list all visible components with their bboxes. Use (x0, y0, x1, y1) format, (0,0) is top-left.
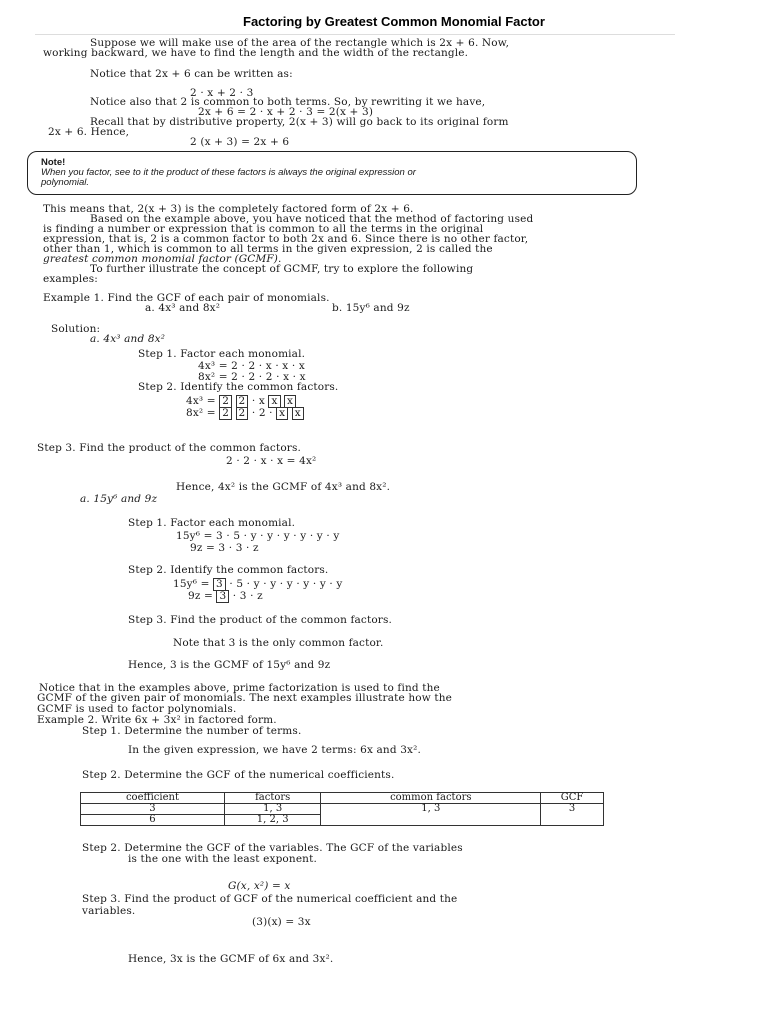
ex1b-cell-1: 3 (213, 578, 226, 591)
table-cell: 3 (541, 804, 604, 826)
transition-line-1: Notice that in the examples above, prime factorization is used to find the (39, 682, 440, 694)
ex2-step2: Step 2. Determine the GCF of the numerical coefficients. (82, 769, 395, 781)
table-cell: 1, 2, 3 (224, 815, 321, 826)
ex2-step2b-line-1: Step 2. Determine the GCF of the variables. The GCF of the variables (82, 842, 463, 854)
ex1-cell-2b: 2 (236, 407, 249, 420)
ex1-factor-1: 4x³ = 2 · 2 · x · x · x (198, 360, 305, 372)
body-line-7: To further illustrate the concept of GCMF, try to explore the following (90, 263, 474, 275)
intro-line-3: Notice that 2x + 6 can be written as: (90, 68, 293, 80)
ex1b-note: Note that 3 is the only common factor. (173, 637, 384, 649)
body-line-2: Based on the example above, you have noticed that the method of factoring used (90, 213, 534, 225)
example1-item-a: a. 4x³ and 8x² (145, 302, 221, 314)
ex1b-row2-tail: · 3 · z (232, 590, 263, 602)
ex1-row2-tail: · 2 · (251, 407, 273, 419)
solution-label: Solution: (51, 323, 101, 335)
ex1b-row2-left: 9z = (188, 590, 213, 602)
gcf-table (80, 792, 604, 826)
ex1-cell-2a: 2 (219, 407, 232, 420)
ex1-product: 2 · 2 · x · x = 4x² (226, 455, 317, 467)
solution-a-label: a. 4x³ and 8x² (90, 333, 166, 345)
page-title: Factoring by Greatest Common Monomial Factor (243, 14, 545, 29)
solution-b-label: a. 15y⁶ and 9z (80, 493, 158, 505)
ex1b-step1: Step 1. Factor each monomial. (128, 517, 296, 529)
intro-expression-1: 2 · x + 2 · 3 (190, 87, 254, 99)
ex2-product: (3)(x) = 3x (252, 916, 311, 928)
note-line-1: When you factor, see to it the product of these factors is always the original expression or (41, 167, 416, 178)
header-rule (35, 34, 675, 35)
ex1-step2: Step 2. Identify the common factors. (138, 381, 339, 393)
table-cell: 6 (81, 815, 225, 826)
example2-heading: Example 2. Write 6x + 3x² in factored form. (37, 714, 277, 726)
ex1b-row1-tail: · 5 · y · y · y · y · y · y (229, 578, 343, 590)
ex1-hence: Hence, 4x² is the GCMF of 4x³ and 8x². (176, 481, 391, 493)
ex2-hence: Hence, 3x is the GCMF of 6x and 3x². (128, 953, 334, 965)
table-header-cell: GCF (541, 793, 604, 804)
ex2-step1-text: In the given expression, we have 2 terms: 6x and 3x². (128, 744, 421, 756)
ex1b-factor-1: 15y⁶ = 3 · 5 · y · y · y · y · y · y (176, 530, 340, 542)
ex1b-factor-2: 9z = 3 · 3 · z (190, 542, 259, 554)
ex2-step3-line-1: Step 3. Find the product of GCF of the numerical coefficient and the (82, 893, 458, 905)
ex1-common-row-2 (186, 407, 304, 420)
ex1-cell-1a: 2 (219, 395, 232, 408)
ex1b-step2: Step 2. Identify the common factors. (128, 564, 329, 576)
transition-line-3: GCMF is used to factor polynomials. (37, 703, 237, 715)
ex2-step1: Step 1. Determine the number of terms. (82, 725, 302, 737)
ex1b-row1-left: 15y⁶ = (173, 578, 210, 590)
table-header-row (81, 793, 604, 804)
transition-line-2: GCMF of the given pair of monomials. The next examples illustrate how the (37, 692, 452, 704)
ex1-row1-left: 4x³ = (186, 395, 216, 407)
intro-expression-2: 2x + 6 = 2 · x + 2 · 3 = 2(x + 3) (198, 106, 374, 118)
body-line-3: is finding a number or expression that is common to all the terms in the original (43, 223, 484, 235)
table-cell: 1, 3 (321, 804, 541, 826)
ex1-cell-1c: x (268, 395, 280, 408)
body-line-5: other than 1, which is common to all terms in the given expression, 2 is called the (43, 243, 493, 255)
ex2-step3-line-2: variables. (82, 905, 136, 917)
ex1-cell-2c: x (276, 407, 288, 420)
ex1b-cell-2: 3 (216, 590, 229, 603)
ex1-factor-2: 8x² = 2 · 2 · 2 · x · x (198, 371, 306, 383)
table-header-cell: coefficient (81, 793, 225, 804)
intro-line-4: Notice also that 2 is common to both terms. So, by rewriting it we have, (90, 96, 486, 108)
body-line-6: greatest common monomial factor (GCMF). (43, 253, 282, 265)
ex2-gcf-variables: G(x, x²) = x (228, 880, 291, 892)
ex1-cell-2d: x (292, 407, 304, 420)
ex2-step2b-line-2: is the one with the least exponent. (128, 853, 317, 865)
ex1b-common-row-2 (188, 590, 263, 603)
ex1-cell-1b: 2 (236, 395, 249, 408)
intro-expression-3: 2 (x + 3) = 2x + 6 (190, 136, 290, 148)
body-line-4: expression, that is, 2 is a common factor to both 2x and 6. Since there is no other factor, (43, 233, 529, 245)
intro-line-1: Suppose we will make use of the area of the rectangle which is 2x + 6. Now, (90, 37, 510, 49)
example1-item-b: b. 15y⁶ and 9z (332, 302, 410, 314)
intro-line-5: Recall that by distributive property, 2(x + 3) will go back to its original form (90, 116, 509, 128)
ex1b-step3: Step 3. Find the product of the common factors. (128, 614, 393, 626)
ex1-cell-1d: x (284, 395, 296, 408)
intro-line-2: working backward, we have to find the length and the width of the rectangle. (43, 47, 469, 59)
table-header-cell: factors (224, 793, 321, 804)
table-cell: 1, 3 (224, 804, 321, 815)
ex1-step1: Step 1. Factor each monomial. (138, 348, 306, 360)
body-line-8: examples: (43, 273, 98, 285)
ex1b-hence: Hence, 3 is the GCMF of 15y⁶ and 9z (128, 659, 331, 671)
table-header-cell: common factors (321, 793, 541, 804)
ex1-step3: Step 3. Find the product of the common factors. (37, 442, 302, 454)
ex1-row1-tail: · x (251, 395, 265, 407)
intro-line-6: 2x + 6. Hence, (48, 126, 130, 138)
ex1-row2-left: 8x² = (186, 407, 216, 419)
note-heading-text: Note! (41, 157, 66, 168)
table-cell: 3 (81, 804, 225, 815)
note-line-2: polynomial. (41, 177, 90, 188)
example1-heading: Example 1. Find the GCF of each pair of monomials. (43, 292, 330, 304)
table-row (81, 804, 604, 815)
body-line-1: This means that, 2(x + 3) is the completely factored form of 2x + 6. (43, 203, 414, 215)
